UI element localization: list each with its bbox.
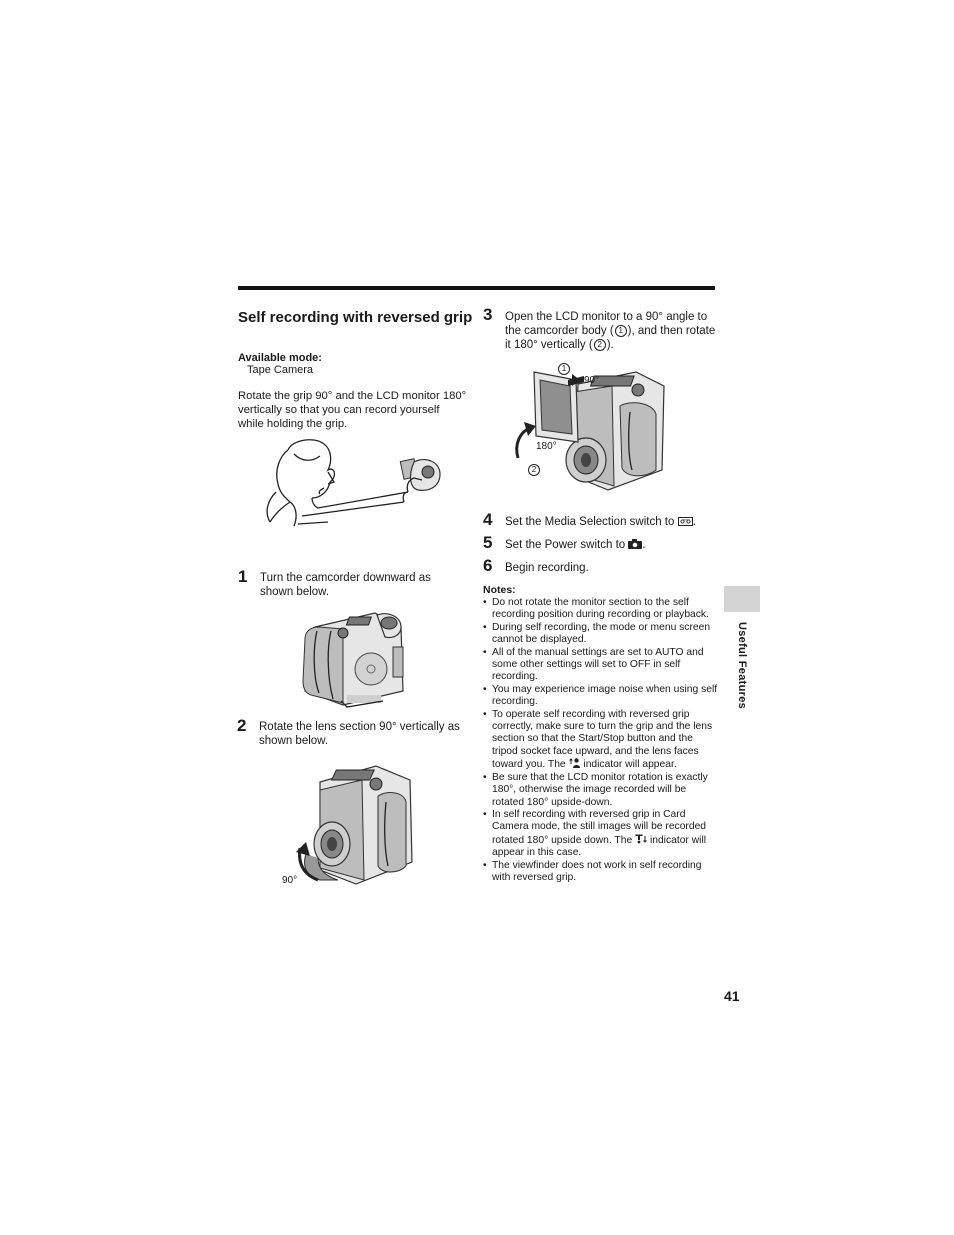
available-mode-label: Available mode: <box>238 352 322 364</box>
step-6-text: Begin recording. <box>505 562 589 574</box>
tape-media-icon <box>678 517 693 526</box>
note-item: • You may experience image noise when using self recording. <box>483 684 719 709</box>
fig2-angle-label: 90° <box>282 875 298 886</box>
rotated-image-indicator-icon <box>635 834 647 844</box>
available-mode-value: Tape Camera <box>247 364 314 376</box>
step-2-number: 2 <box>237 716 247 735</box>
step-4-text: Set the Media Selection switch to . <box>505 516 696 528</box>
illustration-self-recording <box>258 436 448 528</box>
note-item: • To operate self recording with reversed grip correctly, make sure to turn the grip and the lens section so that the Start/Stop button and the tripod socket face upward, and the lens faces toward you. The indicator will appear. <box>483 709 719 772</box>
notes-title: Notes: <box>483 584 516 596</box>
note-item: • Do not rotate the monitor section to the self recording position during recording or playback. <box>483 597 719 622</box>
step-6-number: 6 <box>483 556 493 575</box>
step-3-text: Open the LCD monitor to a 90° angle to the camcorder body ( 1 ), and then rotate it 180° vertically ( 2 ). <box>505 311 716 351</box>
note-item: • Be sure that the LCD monitor rotation is exactly 180°, otherwise the image recorded will be rotated 180° upside-down. <box>483 772 719 809</box>
step-1-text: Turn the camcorder downward as shown below. <box>260 572 431 598</box>
circled-2-mark: 2 <box>594 339 606 351</box>
illustration-lens-rotated <box>280 762 415 892</box>
fig3-circled-1: 1 <box>558 363 570 375</box>
fig3-angle-90: 90° <box>584 375 600 386</box>
camera-icon <box>628 539 642 549</box>
notes-list <box>483 597 719 884</box>
self-recording-indicator-icon <box>569 758 581 768</box>
step-1-number: 1 <box>238 567 248 586</box>
step-2-text: Rotate the lens section 90° vertically as shown below. <box>259 721 460 747</box>
step-3-number: 3 <box>483 305 493 324</box>
note-item: • All of the manual settings are set to AUTO and some other settings will set to OFF in self recording. <box>483 647 719 684</box>
page-number: 41 <box>724 988 740 1004</box>
section-side-label: Useful Features <box>736 622 748 710</box>
intro-text: Rotate the grip 90° and the LCD monitor 180° vertically so that you can record yourself while holding the grip. <box>238 390 467 430</box>
section-title: Self recording with reversed grip <box>238 309 473 326</box>
fig3-circled-2: 2 <box>528 464 540 476</box>
side-tab-marker <box>724 586 760 612</box>
note-item: • During self recording, the mode or menu screen cannot be displayed. <box>483 622 719 647</box>
note-item: • The viewfinder does not work in self recording with reversed grip. <box>483 860 719 885</box>
circled-1-mark: 1 <box>615 325 627 337</box>
note-item: • In self recording with reversed grip in Card Camera mode, the still images will be recorded rotated 180° upside down. The indicator will appear in this case. <box>483 809 719 860</box>
illustration-camcorder-downward <box>297 607 409 709</box>
step-4-number: 4 <box>483 510 493 529</box>
step-5-number: 5 <box>483 533 493 552</box>
top-rule <box>238 286 715 290</box>
step-5-text: Set the Power switch to . <box>505 539 646 551</box>
fig3-angle-180: 180° <box>536 441 557 452</box>
